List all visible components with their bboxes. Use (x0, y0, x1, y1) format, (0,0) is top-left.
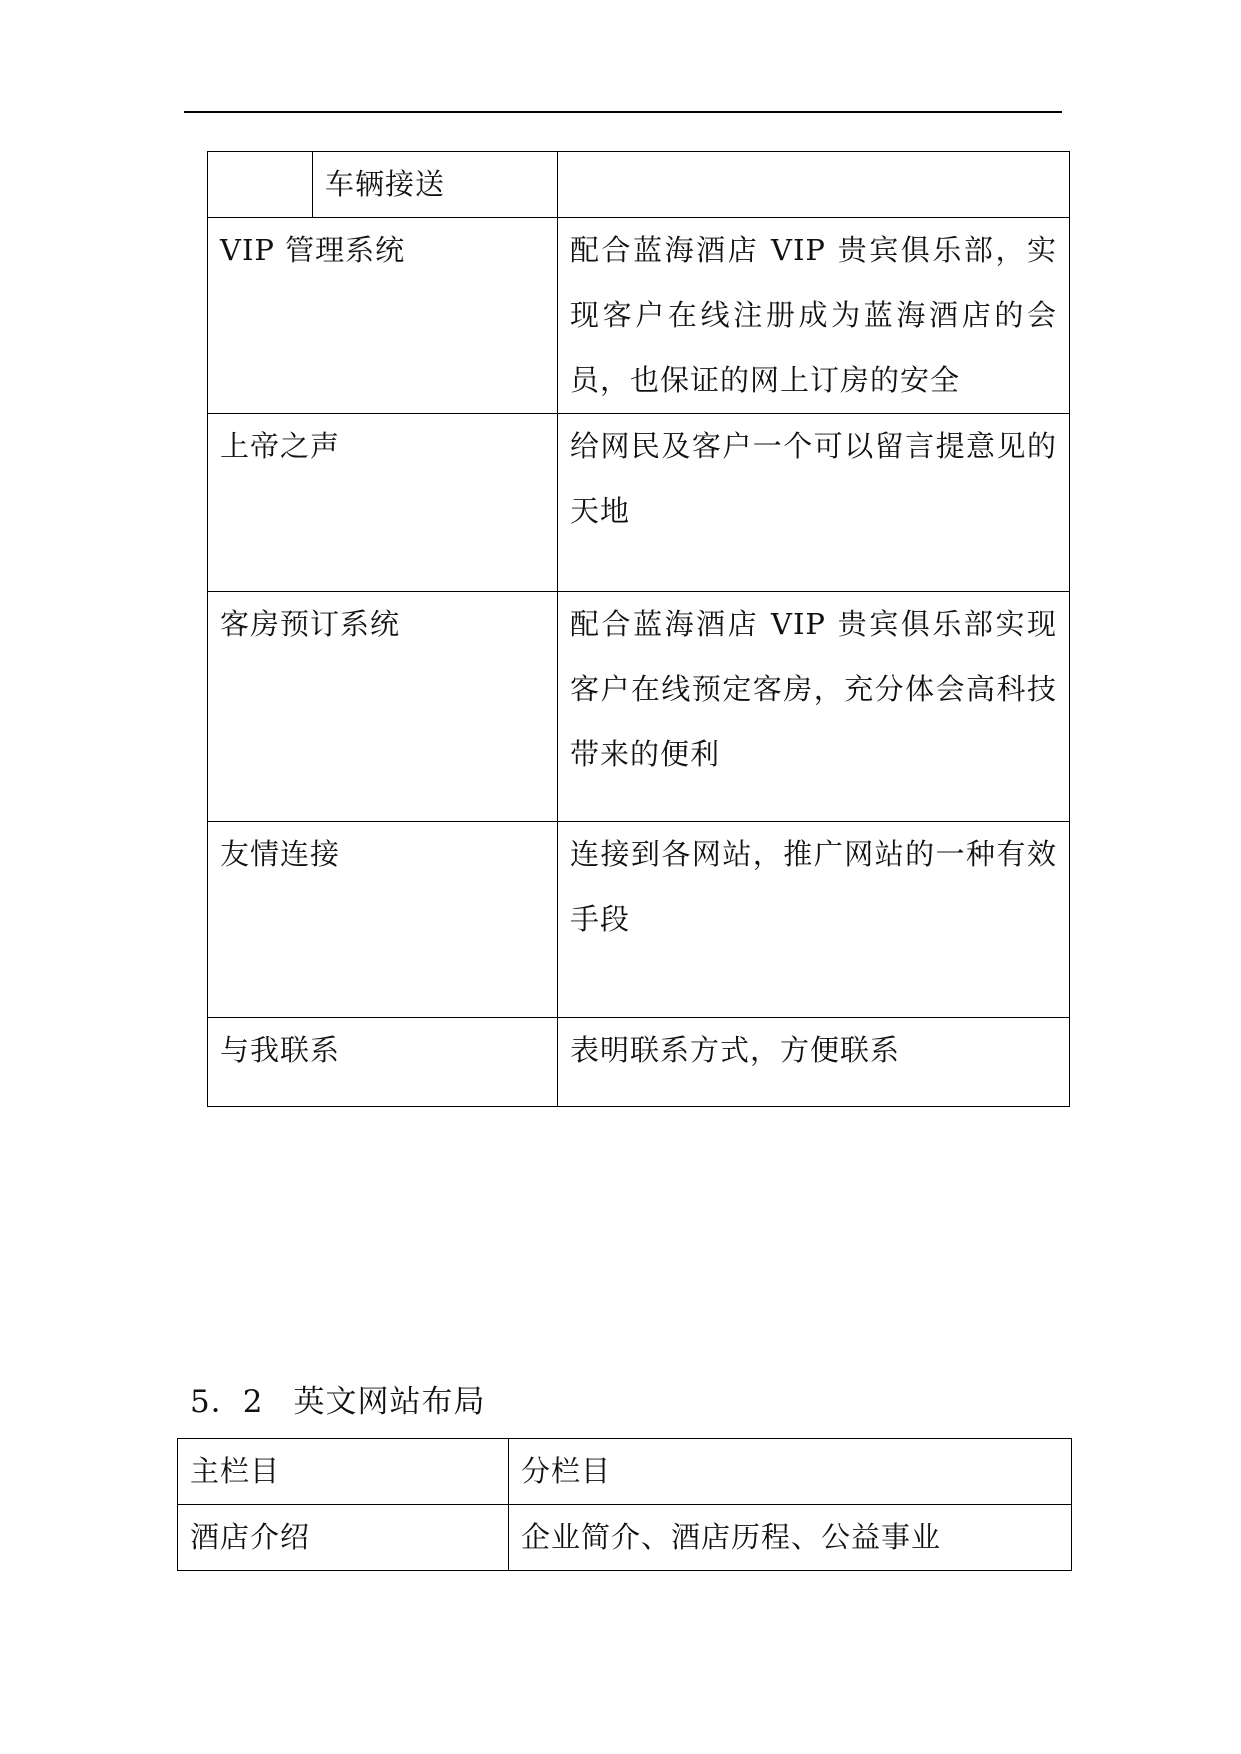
description-cell: 给网民及客户一个可以留言提意见的天地 (558, 414, 1070, 592)
header-sub-column: 分栏目 (509, 1439, 1072, 1505)
table-header-row (178, 1439, 1072, 1505)
section-number: 5．2 (190, 1384, 264, 1420)
table-row (208, 592, 1070, 822)
description-cell: 连接到各网站，推广网站的一种有效手段 (558, 822, 1070, 1018)
description-cell (558, 152, 1070, 218)
header-rule (184, 111, 1062, 113)
description-cell: 配合蓝海酒店 VIP 贵宾俱乐部实现客户在线预定客房，充分体会高科技带来的便利 (558, 592, 1070, 822)
empty-cell (208, 152, 313, 218)
item-cell: VIP 管理系统 (208, 218, 558, 414)
table-row (208, 218, 1070, 414)
section-title: 英文网站布局 (293, 1384, 486, 1420)
site-layout-table (207, 151, 1070, 1107)
description-cell: 配合蓝海酒店 VIP 贵宾俱乐部，实现客户在线注册成为蓝海酒店的会员，也保证的网上订房的安全 (558, 218, 1070, 414)
table-row (208, 414, 1070, 592)
table-row (208, 822, 1070, 1018)
table-row (208, 152, 1070, 218)
section-heading (190, 1380, 485, 1424)
header-main-column: 主栏目 (178, 1439, 509, 1505)
item-cell: 上帝之声 (208, 414, 558, 592)
table-row (178, 1505, 1072, 1571)
item-cell: 与我联系 (208, 1018, 558, 1107)
description-cell: 表明联系方式，方便联系 (558, 1018, 1070, 1107)
sub-column-cell: 企业简介、酒店历程、公益事业 (509, 1505, 1072, 1571)
item-cell: 客房预订系统 (208, 592, 558, 822)
main-column-cell: 酒店介绍 (178, 1505, 509, 1571)
sub-item-cell: 车辆接送 (313, 152, 558, 218)
english-site-layout-table (177, 1438, 1072, 1571)
table-row (208, 1018, 1070, 1107)
item-cell: 友情连接 (208, 822, 558, 1018)
